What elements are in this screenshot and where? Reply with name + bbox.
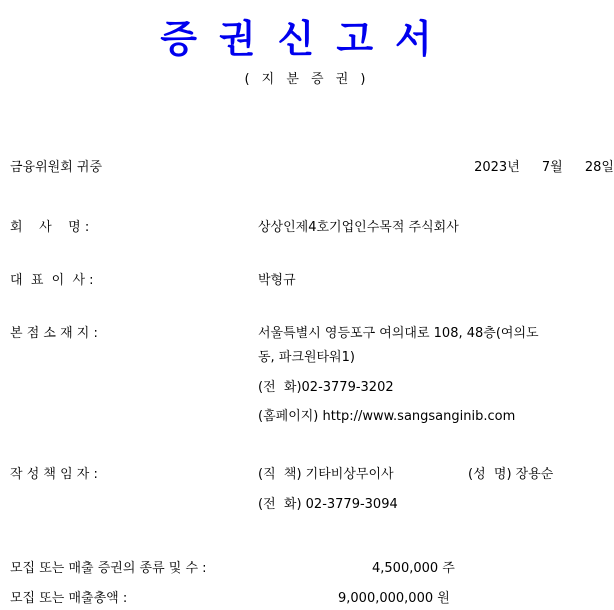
offering-type-label: 모집 또는 매출 증권의 종류 및 수 : xyxy=(10,561,207,576)
offering-total-value: 9,000,000,000 원 xyxy=(338,591,450,606)
preparer-label: 작 성 책 임 자 : xyxy=(10,467,98,482)
ceo-label: 대 표 이 사 : xyxy=(10,273,94,288)
offering-total-label: 모집 또는 매출총액 : xyxy=(10,591,128,606)
hq-address-line1: 서울특별시 영등포구 여의대로 108, 48층(여의도 xyxy=(258,326,539,341)
document-title: 증권신고서 xyxy=(160,16,454,61)
preparer-position: (직 책) 기타비상무이사 xyxy=(258,467,394,482)
addressee: 금융위원회 귀중 xyxy=(10,160,103,175)
preparer-name: (성 명) 장용순 xyxy=(468,467,554,482)
hq-homepage: (홈페이지) http://www.sangsanginib.com xyxy=(258,409,516,424)
filing-date xyxy=(474,156,614,175)
hq-address-line2: 동, 파크원타워1) xyxy=(258,350,355,365)
hq-phone: (전 화)02-3779-3202 xyxy=(258,380,394,395)
ceo-name: 박형규 xyxy=(258,273,296,288)
document-subtitle: ( 지 분 증 권 ) xyxy=(244,72,370,87)
company-name-label: 회 사 명 : xyxy=(10,220,90,235)
company-name: 상상인제4호기업인수목적 주식회사 xyxy=(258,220,459,235)
filing-date-year: 2023년 xyxy=(474,160,520,175)
filing-date-day: 28일 xyxy=(584,160,614,175)
hq-address-label: 본 점 소 재 지 : xyxy=(10,326,98,341)
preparer-phone: (전 화) 02-3779-3094 xyxy=(258,497,398,512)
offering-type-value: 4,500,000 주 xyxy=(372,561,455,576)
filing-date-month: 7월 xyxy=(541,160,563,175)
